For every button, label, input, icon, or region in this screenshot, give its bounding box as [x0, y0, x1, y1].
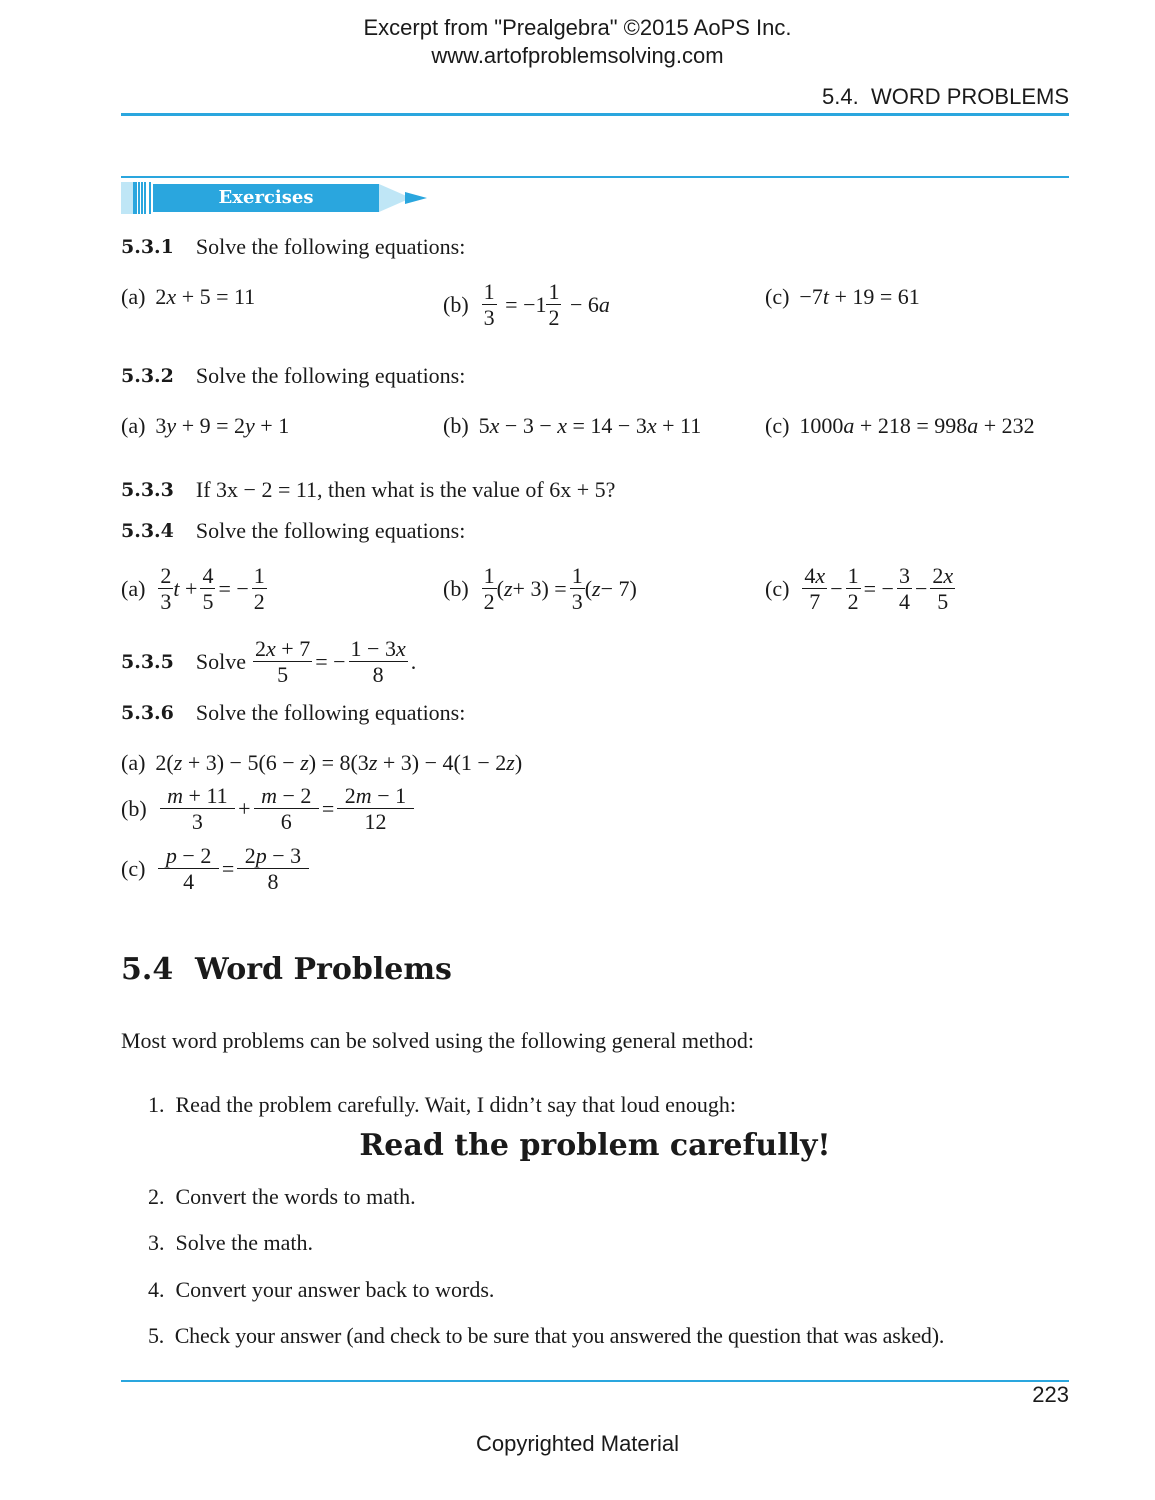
exercise-number: 5.3.4 — [121, 520, 174, 542]
exercise-number: 5.3.6 — [121, 702, 174, 724]
exercise-5-3-5 — [121, 637, 416, 686]
section-heading — [121, 952, 452, 987]
exercise-number: 5.3.2 — [121, 365, 174, 387]
exercise-5-3-1-b — [443, 280, 610, 329]
equation: $\frac{p - 2}{4}$ = $\frac{2p - 3}{8}$ — [155, 844, 311, 893]
part-label: (c) — [765, 575, 790, 601]
part-label: (c) — [121, 855, 146, 881]
part-label: (a) — [121, 284, 146, 309]
exercises-banner-label: Exercises — [218, 187, 314, 208]
exercise-5-3-1 — [121, 234, 465, 260]
part-label: (a) — [121, 413, 146, 438]
exercise-prompt: Solve the following equations: — [195, 700, 466, 725]
exercise-5-3-4-c — [765, 564, 958, 613]
exercise-5-3-4 — [121, 518, 465, 544]
exercise-number: 5.3.3 — [121, 479, 174, 501]
exercise-5-3-1-c — [765, 284, 920, 310]
copyright-notice: Copyrighted Material — [476, 1431, 679, 1456]
exercise-5-3-2 — [121, 363, 465, 389]
exercise-number: 5.3.1 — [121, 236, 174, 258]
exercise-prompt: Solve — [195, 648, 247, 674]
part-label: (b) — [443, 575, 469, 601]
excerpt-line-2: www.artofproblemsolving.com — [431, 43, 724, 68]
equation: 2x + 5 = 11 — [155, 284, 256, 309]
list-item: 4. Convert your answer back to words. — [148, 1277, 495, 1302]
exercises-banner — [121, 180, 431, 216]
exercise-5-3-6 — [121, 700, 465, 726]
exercise-5-3-4-a — [121, 564, 270, 613]
exercise-5-3-6-a — [121, 750, 522, 776]
emphasis-line: Read the problem carefully! — [359, 1128, 831, 1163]
part-label: (a) — [121, 575, 146, 601]
running-head: 5.4. WORD PROBLEMS — [822, 84, 1069, 109]
list-item: 2. Convert the words to math. — [148, 1184, 416, 1209]
exercise-prompt: If 3x − 2 = 11, then what is the value of 6x + 5? — [195, 477, 616, 502]
exercise-5-3-2-a — [121, 413, 289, 439]
equation: $\frac{2x + 7}{5}$ = − $\frac{1 - 3x}{8}$ . — [255, 636, 417, 688]
exercise-prompt: Solve the following equations: — [195, 518, 466, 543]
equation: $\frac{1}{3}$ = −1 $\frac{1}{2}$ − 6 a — [483, 279, 610, 331]
section-number: 5.4 — [121, 952, 174, 987]
part-label: (b) — [443, 291, 469, 317]
part-label: (b) — [443, 413, 469, 438]
exercise-5-3-3 — [121, 477, 615, 503]
exercise-5-3-2-b — [443, 413, 701, 439]
equation: $\frac{2}{3}$ t + $\frac{4}{5}$ = − $\frac{1}{2}$ — [160, 563, 265, 615]
part-label: (b) — [121, 795, 147, 821]
equation: $\frac{m + 11}{3}$ + $\frac{m - 2}{6}$ = $\frac{2m - 1}{12}$ — [157, 784, 417, 833]
exercise-prompt: Solve the following equations: — [195, 363, 466, 388]
equation: 1000a + 218 = 998a + 232 — [799, 413, 1035, 438]
method-steps — [148, 1092, 736, 1118]
header-rule — [121, 113, 1069, 116]
equation: −7t + 19 = 61 — [799, 284, 920, 309]
part-label: (c) — [765, 413, 790, 438]
exercise-prompt: Solve the following equations: — [195, 234, 466, 259]
excerpt-line-1: Excerpt from "Prealgebra" ©2015 AoPS Inc. — [363, 15, 792, 40]
equation: 2(z + 3) − 5(6 − z) = 8(3z + 3) − 4(1 − 2z) — [155, 750, 523, 775]
section-intro: Most word problems can be solved using the following general method: — [121, 1028, 754, 1053]
part-label: (c) — [765, 284, 790, 309]
equation: 3y + 9 = 2y + 1 — [155, 413, 290, 438]
list-item: 5. Check your answer (and check to be sure that you answered the question that was asked). — [148, 1323, 945, 1348]
page-number: 223 — [1032, 1382, 1069, 1407]
equation: 5x − 3 − x = 14 − 3x + 11 — [478, 413, 702, 438]
exercise-5-3-6-c — [121, 844, 312, 893]
exercises-rule — [121, 176, 1069, 178]
exercise-5-3-1-a — [121, 284, 255, 310]
section-title: Word Problems — [195, 952, 452, 987]
exercise-5-3-4-b — [443, 564, 637, 613]
footer-rule — [121, 1380, 1069, 1382]
exercise-5-3-6-b — [121, 784, 417, 833]
equation: $\frac{4x}{7}$ − $\frac{1}{2}$ = − $\frac{3}{4}$ − $\frac{2x}{5}$ — [804, 563, 954, 615]
equation: $\frac{1}{2}$ ( z + 3) = $\frac{1}{3}$ ( z − 7) — [483, 563, 637, 615]
list-item: 3. Solve the math. — [148, 1230, 313, 1255]
list-item: 1. Read the problem carefully. Wait, I didn’t say that loud enough: — [148, 1092, 737, 1117]
exercise-5-3-2-c — [765, 413, 1035, 439]
part-label: (a) — [121, 750, 146, 775]
exercise-number: 5.3.5 — [121, 650, 174, 673]
excerpt-header — [0, 14, 1155, 70]
